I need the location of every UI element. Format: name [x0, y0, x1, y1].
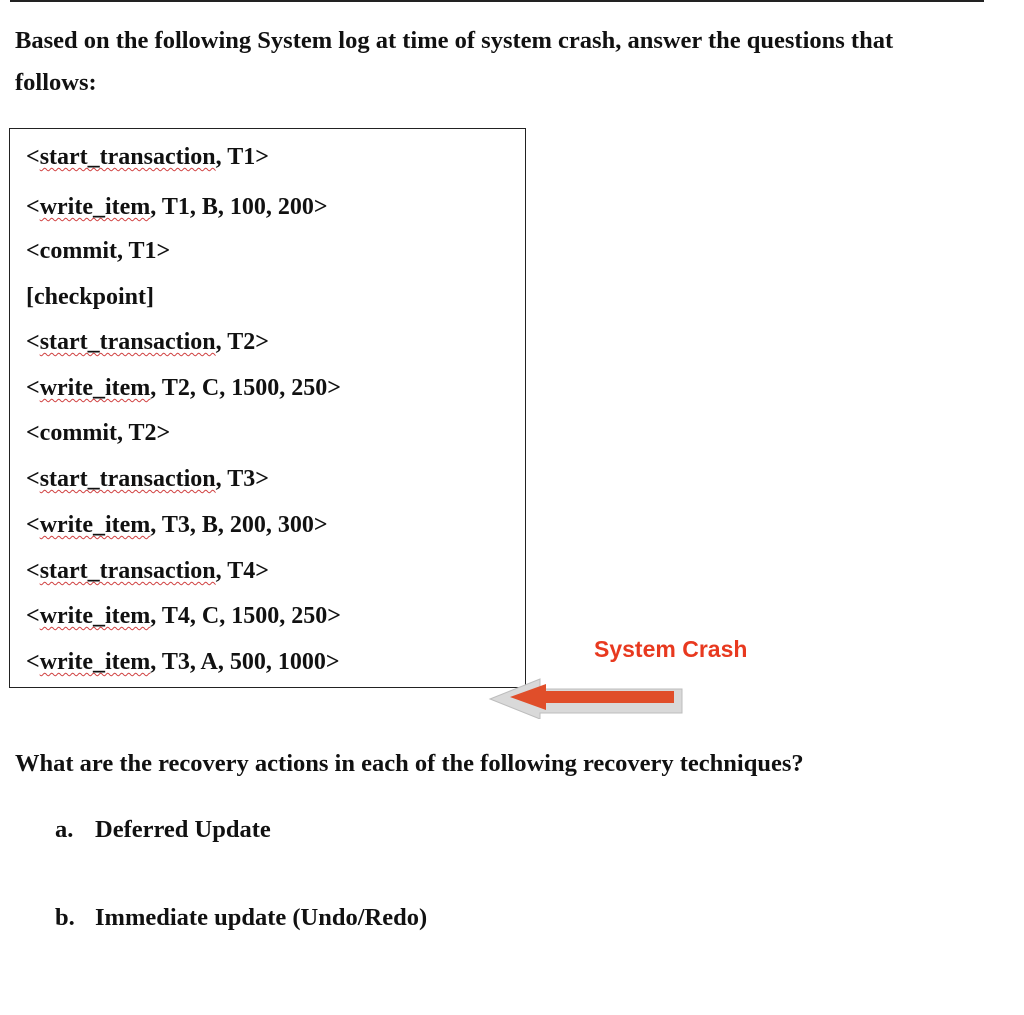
- option-deferred-update: [55, 816, 271, 844]
- left-arrow-icon: [488, 677, 688, 719]
- log-line: <write_item, T3, A, 500, 1000>: [26, 649, 340, 675]
- system-crash-label: System Crash: [594, 636, 748, 662]
- option-label: Immediate update (Undo/Redo): [95, 904, 428, 931]
- log-line: <write_item, T2, C, 1500, 250>: [26, 375, 341, 401]
- log-line: [checkpoint]: [26, 284, 154, 310]
- log-line: <start_transaction, T1>: [26, 144, 269, 170]
- log-line: <commit, T2>: [26, 420, 171, 446]
- system-log-box: [9, 128, 526, 688]
- log-line: <write_item, T1, B, 100, 200>: [26, 194, 328, 220]
- log-line: <write_item, T3, B, 200, 300>: [26, 512, 328, 538]
- log-line: <start_transaction, T2>: [26, 329, 269, 355]
- option-marker: a.: [55, 816, 74, 843]
- top-divider: [10, 0, 984, 2]
- option-immediate-update: [55, 904, 427, 932]
- log-line: <start_transaction, T3>: [26, 466, 269, 492]
- intro-paragraph: Based on the following System log at time of system crash, answer the questions that follows:: [15, 27, 894, 96]
- log-line: <write_item, T4, C, 1500, 250>: [26, 603, 341, 629]
- question-text: What are the recovery actions in each of the following recovery techniques?: [15, 750, 804, 777]
- option-label: Deferred Update: [95, 816, 271, 843]
- log-line: <start_transaction, T4>: [26, 558, 269, 584]
- option-marker: b.: [55, 904, 75, 931]
- log-line: <commit, T1>: [26, 238, 171, 264]
